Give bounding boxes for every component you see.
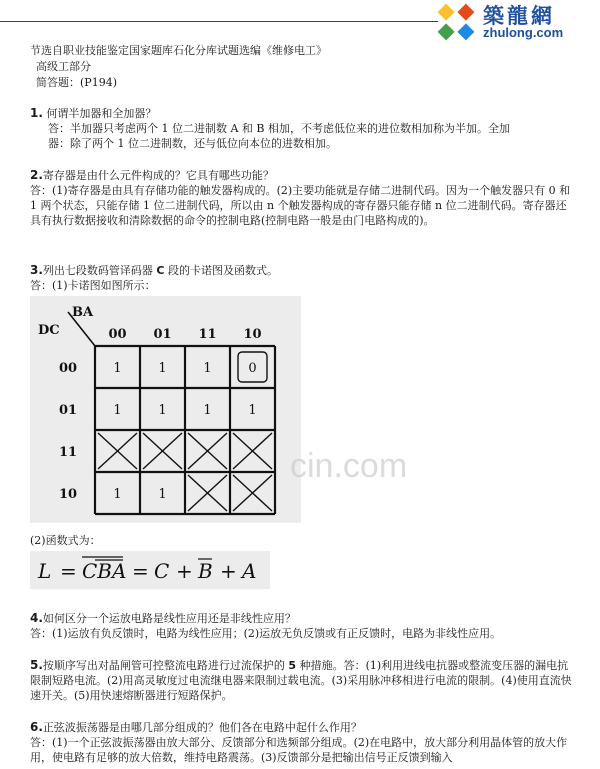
kmap-corner-left: DC [38,323,60,338]
question-title: 如何区分一个运放电路是线性应用还是非线性应用？ [42,612,296,625]
question-title-bold: C [156,264,165,277]
answer-line: (2)函数式为： [30,534,101,547]
answer-line: 答：(1)卡诺图如图所示： [30,279,156,292]
formula-term-b: B [198,559,213,583]
question-2 [30,168,575,228]
kmap-row-label: 10 [58,487,78,502]
kmap-row-label: 00 [58,361,78,376]
doc-section: 简答题：(P194) [36,76,117,89]
question-6 [30,720,575,765]
kmap-corner-top: BA [72,305,94,320]
question-title: 正弦波振荡器是由哪几部分组成的？他们各在电路中起什么作用？ [42,721,362,734]
formula-term-c: C [154,559,170,583]
question-title-prefix: 列出七段数码管译码器 [42,264,157,277]
kmap-cell-value: 1 [203,361,212,376]
zhulong-logo-icon [434,0,478,44]
answer-text: 答：(1)利用进线电抗器或整流变压器的漏电抗限制短路电流。(2)用高灵敏度过电流继电器来限制过载电流。(3)采用脉冲移相进行电流的限制。(4)使用直流快速开关。(5)用快速熔断器进行短路保护。 [30,659,572,702]
formula-plus: + [220,559,237,583]
karnaugh-map [30,296,301,523]
kmap-cell-value: 1 [113,403,122,418]
kmap-column-label: 11 [198,327,217,342]
formula-equals: = [132,559,149,583]
answer-text: 答：(1)寄存器是由具有存储功能的触发器构成的。(2)主要功能就是存储二进制代码。因为一个触发器只有 0 和 1 两个状态，只能存储 1 位二进制代码，所以由 n 个触发器构成的寄存器只能存储 n 位二进制代码。寄存器还具有执行数据接收和清除数据的命令的控制电路(控制电路一般是由门电路构成的)。 [30,184,571,227]
kmap-column-label: 01 [153,327,172,342]
question-number: 1. [30,106,43,120]
kmap-column-label: 10 [243,327,262,342]
question-title-suffix: 种措施。 [296,659,344,672]
question-title: 何谓半加器和全加器？ [46,107,157,120]
kmap-row-label: 01 [58,403,78,418]
question-number: 5. [30,658,43,672]
formula-equals: = [60,559,77,583]
question-1 [30,106,575,151]
question-number: 6. [30,720,43,734]
kmap-cell-value: 1 [158,403,167,418]
kmap-row-label: 11 [58,445,78,460]
answer-line: 器：除了两个 1 位二进制数，还与低位向本位的进数相加。 [48,137,337,150]
formula-svg [30,551,270,589]
kmap-column-label: 00 [108,327,127,342]
question-title-prefix: 按顺序写出对晶闸管可控整流电路进行过流保护的 [42,659,289,672]
answer-text: 答：(1)运放有负反馈时，电路为线性应用；(2)运放无负反馈或有正反馈时，电路为非线性应用。 [30,627,502,640]
kmap-cell-value: 1 [248,403,257,418]
question-title: 寄存器是由什么元件构成的？它具有哪些功能？ [42,169,274,182]
watermark-text: cin.com [290,447,408,485]
zhulong-logo[interactable] [434,0,592,44]
question-3 [30,263,575,293]
formula-overbar-term: CBA [82,559,127,583]
kmap-cell-value: 0 [248,361,257,376]
question-title-bold: 5 [288,659,297,672]
question-4 [30,611,575,641]
question-3-formula-label [30,533,575,548]
answer-text: 答：(1)一个正弦波振荡器由放大部分、反馈部分和选频部分组成。(2)在电路中，放大部分利用晶体管的放大作用，使电路有足够的放大倍数，维持电路震荡。(3)反馈部分是把输出信号正反馈到输入 [30,736,568,764]
question-number: 3. [30,263,43,277]
question-number: 2. [30,168,43,182]
kmap-cell-value: 1 [158,361,167,376]
question-title-suffix: 段的卡诺图及函数式。 [164,264,278,277]
kmap-cell-value: 1 [113,361,122,376]
kmap-cell-value: 1 [113,487,122,502]
kmap-cell-value: 1 [158,487,167,502]
question-number: 4. [30,611,43,625]
logo-brand-url[interactable]: zhulong.com [483,25,564,40]
header-rule [0,21,438,22]
answer-line: 答：半加器只考虑两个 1 位二进制数 A 和 B 相加，不考虑低位来的进位数相加称为半加。全加 [48,122,511,135]
doc-source: 节选自职业技能鉴定国家题库石化分库试题选编《维修电工》 [30,44,327,57]
logo-brand-cn: 築龍網 [483,4,555,28]
formula-plus: + [176,559,193,583]
kmap-cell-value: 1 [203,403,212,418]
formula-lhs: L [38,559,52,583]
formula-term-a: A [242,559,257,583]
doc-level: 高级工部分 [36,60,91,73]
question-5 [30,658,575,703]
function-formula [30,551,270,589]
karnaugh-map-figure [30,296,301,523]
